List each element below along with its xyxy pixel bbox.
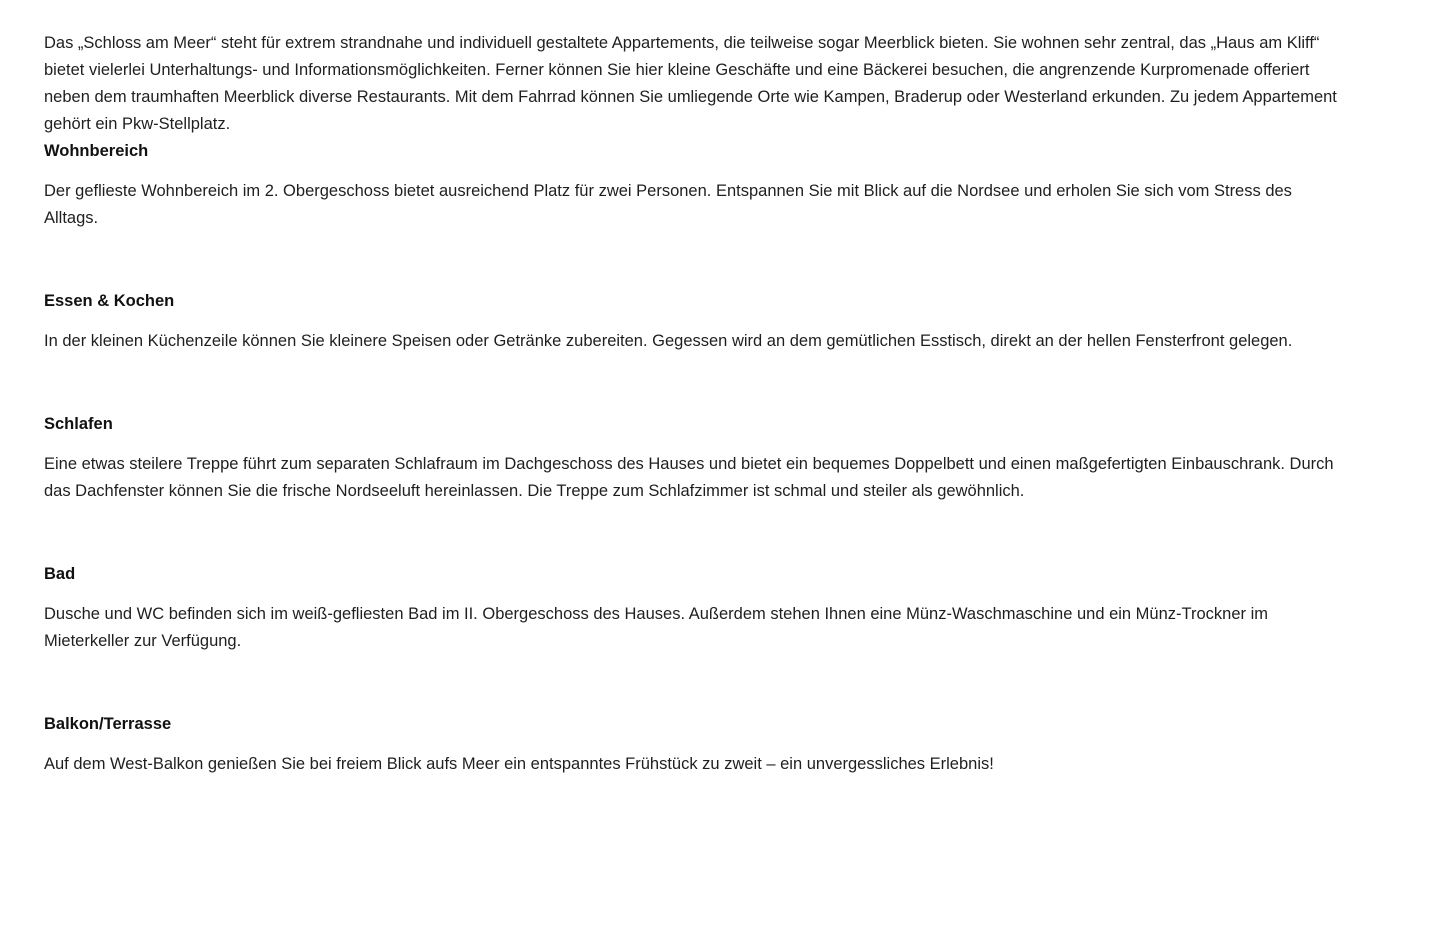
section-paragraph-bad: Dusche und WC befinden sich im weiß-gefliesten Bad im II. Obergeschoss des Hauses. Außerdem stehen Ihnen eine Münz-Waschmaschine und ein Münz-Trockner im Mieterkeller zur Verfügung.	[44, 605, 1269, 650]
section-schlafen	[44, 411, 1346, 505]
section-paragraph-schlafen: Eine etwas steilere Treppe führt zum separaten Schlafraum im Dachgeschoss des Hauses und bietet ein bequemes Doppelbett und einen maßgefertigten Einbauschrank. Durch das Dachfenster können Sie die frische Nordseeluft hereinlassen. Die Treppe zum Schlafzimmer ist schmal und steiler als gewöhnlich.	[44, 455, 1334, 500]
section-balkon-terrasse	[44, 711, 1346, 778]
intro-paragraph: Das „Schloss am Meer“ steht für extrem strandnahe und individuell gestaltete Appartements, die teilweise sogar Meerblick bieten. Sie wohnen sehr zentral, das „Haus am Kliff“ bietet vielerlei Unterhaltungs- und Informationsmöglichkeiten. Ferner können Sie hier kleine Geschäfte und eine Bäckerei besuchen, die angrenzende Kurpromenade offeriert neben dem traumhaften Meerblick diverse Restaurants. Mit dem Fahrrad können Sie umliegende Orte wie Kampen, Braderup oder Westerland erkunden. Zu jedem Appartement gehört ein Pkw-Stellplatz.	[44, 34, 1337, 133]
section-paragraph-wohnbereich: Der geflieste Wohnbereich im 2. Obergeschoss bietet ausreichend Platz für zwei Personen. Entspannen Sie mit Blick auf die Nordsee und erholen Sie sich vom Stress des Alltags.	[44, 182, 1292, 227]
section-heading-balkon-terrasse: Balkon/Terrasse	[44, 715, 172, 733]
section-heading-bad: Bad	[44, 565, 76, 583]
section-paragraph-essen-kochen: In der kleinen Küchenzeile können Sie kleinere Speisen oder Getränke zubereiten. Gegessen wird an dem gemütlichen Esstisch, direkt an der hellen Fensterfront gelegen.	[44, 332, 1293, 350]
section-heading-essen-kochen: Essen & Kochen	[44, 292, 175, 310]
section-heading-wohnbereich: Wohnbereich	[44, 142, 149, 160]
section-paragraph-balkon-terrasse: Auf dem West-Balkon genießen Sie bei freiem Blick aufs Meer ein entspanntes Frühstück zu zweit – ein unvergessliches Erlebnis!	[44, 755, 994, 773]
section-heading-schlafen: Schlafen	[44, 415, 113, 433]
section-bad	[44, 561, 1346, 655]
section-essen-kochen	[44, 288, 1346, 355]
section-wohnbereich	[44, 138, 1346, 232]
